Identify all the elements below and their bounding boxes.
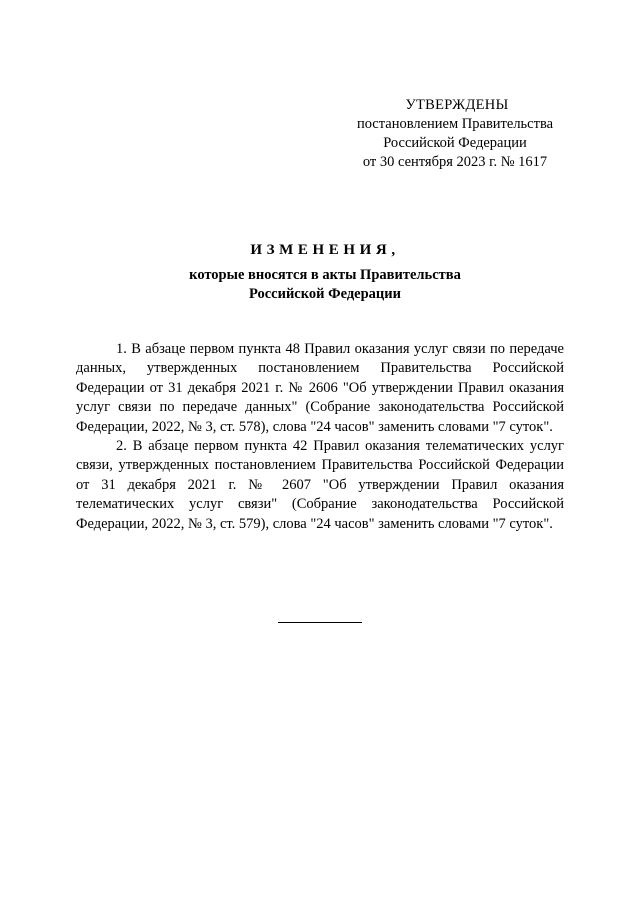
paragraph-2: 2. В абзаце первом пункта 42 Правил оказания телематических услуг связи, утвержденных постановлением Правительства Российской Федерации от 31 декабря 2021 г. № 2607 "Об утверждении Правил оказания телематических услуг связи" (Собрание законодательства Российской Федерации, 2022, № 3, ст. 579), слова "24 часов" заменить словами "7 суток". (76, 438, 564, 532)
approval-approved: УТВЕРЖДЕНЫ (405, 97, 509, 113)
paragraph-1: 1. В абзаце первом пункта 48 Правил оказания услуг связи по передаче данных, утвержденных постановлением Правительства Российской Федерации от 31 декабря 2021 г. № 2606 "Об утверждении Правил оказания услуг связи по передаче данных" (Собрание законодательства Российской Федерации, 2022, № 3, ст. 578), слова "24 часов" заменить словами "7 суток". (76, 341, 564, 435)
end-divider (278, 622, 362, 623)
approval-stamp (330, 96, 580, 172)
subtitle-line-2: Российской Федерации (248, 286, 401, 302)
approval-line-1: постановлением Правительства (356, 116, 554, 132)
subtitle-line-1: которые вносятся в акты Правительства (189, 267, 461, 283)
document-title: ИЗМЕНЕНИЯ, (250, 242, 400, 258)
approval-line-3: от 30 сентября 2023 г. № 1617 (362, 154, 548, 170)
document-body (76, 340, 564, 534)
document-subtitle (0, 266, 640, 304)
approval-line-2: Российской Федерации (383, 135, 527, 151)
